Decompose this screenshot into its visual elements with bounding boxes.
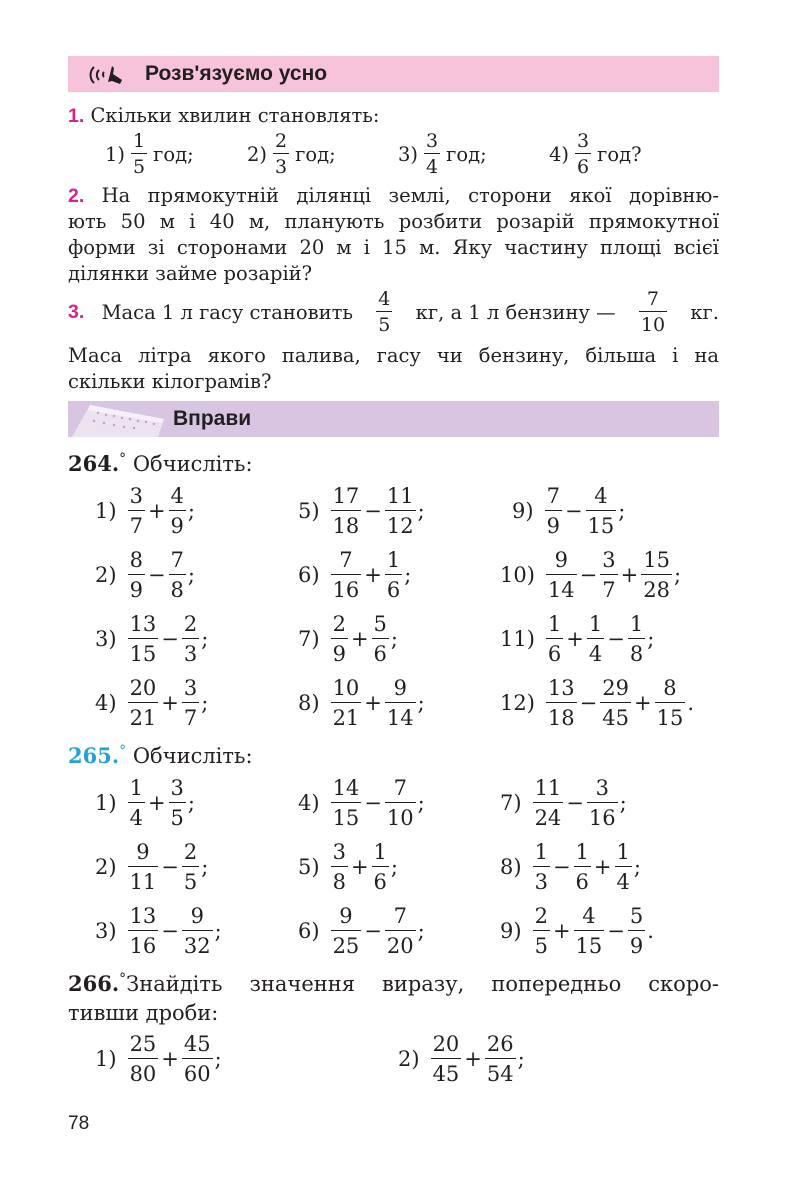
numerator: 9 (339, 904, 353, 928)
numerator: 20 (129, 676, 157, 700)
operator: − (564, 499, 583, 523)
fraction: 7 10 (640, 288, 666, 336)
denominator: 45 (600, 702, 631, 730)
numerator: 5 (373, 612, 387, 636)
numerator: 29 (602, 676, 629, 700)
numerator: 7 (170, 548, 184, 572)
exercise-number: 265. (68, 743, 120, 768)
fraction (600, 676, 631, 730)
oral-task-3-line-2: Маса літра якого палива, гасу чи бензину, більша і на (68, 344, 719, 367)
task-number: 2. (68, 185, 85, 207)
fraction (574, 904, 605, 958)
denominator: 21 (331, 702, 362, 730)
operator: − (364, 499, 382, 523)
exercise-item (298, 904, 425, 958)
numerator: 8 (129, 548, 143, 572)
fraction (546, 676, 577, 730)
numerator: 1 (629, 612, 644, 636)
operator: − (161, 627, 179, 651)
fraction: 2 3 (275, 130, 288, 178)
fraction (533, 840, 550, 894)
item-terminator: ; (187, 791, 195, 815)
numerator: 1 (129, 776, 143, 800)
fraction (128, 776, 145, 830)
numerator: 2 (183, 612, 198, 636)
fraction (385, 904, 416, 958)
denominator: 16 (128, 930, 159, 958)
exercise-266-heading-line-2: тивши дроби: (68, 1001, 219, 1025)
denominator: 10 (385, 802, 416, 830)
operator: + (620, 563, 639, 587)
numerator: 7 (393, 904, 407, 928)
numerator: 25 (129, 1032, 157, 1056)
numerator: 9 (393, 676, 407, 700)
denominator: 32 (182, 930, 213, 958)
item-terminator: ; (633, 855, 641, 879)
oral-task-2-line-2: ють 50 м і 40 м, планують розбити розарій прямокутної (68, 210, 719, 233)
exercise-item (95, 612, 208, 666)
exercise-266-heading: 266.°Знайдіть значення виразу, попередньо скоро- (68, 971, 719, 996)
item-label: 1) (95, 499, 117, 523)
denominator: 6 (372, 638, 389, 666)
numerator: 4 (582, 904, 596, 928)
fraction (655, 676, 686, 730)
denominator: 6 (574, 866, 591, 894)
exercise-item (298, 840, 398, 894)
numerator: 3 (602, 548, 616, 572)
numerator: 2 (332, 612, 346, 636)
numerator: 11 (534, 776, 562, 800)
item-label: 9) (500, 919, 522, 943)
operator: − (364, 791, 382, 815)
item-label: 5) (298, 855, 320, 879)
fraction (128, 484, 145, 538)
exercise-title: Обчисліть: (132, 452, 253, 476)
denominator: 14 (385, 702, 416, 730)
numerator: 11 (386, 484, 414, 508)
item-label: 4) (549, 142, 570, 166)
fraction: 1 5 (133, 130, 146, 178)
item-unit: год; (446, 142, 487, 166)
item-terminator: ; (214, 1047, 222, 1071)
oral-task-3-line-1: 3. Маса 1 л гасу становить 4 5 кг, а 1 л бензину — 7 10 кг. (68, 288, 719, 336)
operator: − (607, 919, 625, 943)
item-terminator: ; (673, 563, 682, 587)
operator: + (566, 627, 584, 651)
operator: − (161, 855, 179, 879)
exercise-item (298, 776, 425, 830)
fraction (587, 612, 604, 666)
item-label: 7) (500, 791, 522, 815)
fraction (128, 904, 159, 958)
fraction: 3 4 (426, 130, 439, 178)
exercise-265-heading (68, 743, 253, 769)
numerator: 1 (373, 840, 387, 864)
fraction (182, 612, 199, 666)
fraction (545, 484, 562, 538)
item-terminator: ; (214, 919, 222, 943)
numerator: 15 (643, 548, 670, 572)
numerator: 5 (629, 904, 644, 928)
item-label: 5) (298, 499, 320, 523)
item-terminator: ; (417, 499, 425, 523)
numerator: 7 (339, 548, 353, 572)
denominator: 9 (628, 930, 645, 958)
operator: + (464, 1047, 482, 1071)
fraction (331, 548, 362, 602)
fraction (533, 904, 550, 958)
fraction (169, 548, 186, 602)
fraction (385, 484, 416, 538)
fraction (385, 548, 402, 602)
fraction (331, 676, 362, 730)
item-label: 7) (298, 627, 320, 651)
fraction (628, 612, 645, 666)
numerator: 7 (546, 484, 560, 508)
denominator: 7 (182, 702, 199, 730)
operator: + (593, 855, 612, 879)
fraction (574, 840, 591, 894)
operator: + (161, 1047, 179, 1071)
numerator: 1 (588, 612, 603, 636)
item-terminator: ; (417, 919, 425, 943)
operator: + (161, 691, 179, 715)
denominator: 15 (331, 802, 362, 830)
oral-1-item-2 (247, 130, 336, 178)
fraction (533, 776, 564, 830)
fraction: 3 6 (577, 130, 590, 178)
fraction (331, 484, 362, 538)
operator: + (147, 791, 166, 815)
fraction (600, 548, 617, 602)
numerator: 3 (170, 776, 184, 800)
fraction (628, 904, 645, 958)
fraction (331, 904, 362, 958)
denominator: 4 (615, 866, 632, 894)
fraction (385, 676, 416, 730)
denominator: 8 (331, 866, 348, 894)
denominator: 9 (169, 510, 186, 538)
denominator: 7 (128, 510, 145, 538)
operator: + (552, 919, 571, 943)
fraction: 4 5 (378, 288, 391, 336)
fraction (431, 1032, 462, 1086)
item-terminator: ; (187, 499, 195, 523)
fraction (372, 612, 389, 666)
item-terminator: ; (390, 627, 398, 651)
exercises-section-header (68, 401, 719, 437)
denominator: 16 (587, 802, 618, 830)
denominator: 6 (372, 866, 389, 894)
denominator: 24 (533, 802, 564, 830)
difficulty-mark: ° (119, 743, 127, 759)
denominator: 14 (546, 574, 577, 602)
numerator: 3 (183, 676, 198, 700)
fraction (331, 840, 348, 894)
item-label: 4) (298, 791, 320, 815)
numerator: 1 (534, 840, 548, 864)
item-label: 3) (398, 142, 419, 166)
item-terminator: ; (647, 627, 655, 651)
numerator: 13 (129, 904, 157, 928)
exercise-item (95, 676, 208, 730)
fraction (128, 1032, 159, 1086)
denominator: 9 (545, 510, 562, 538)
denominator: 21 (128, 702, 159, 730)
exercise-item (500, 612, 654, 666)
denominator: 6 (385, 574, 402, 602)
fraction (128, 676, 159, 730)
numerator: 3 (332, 840, 346, 864)
item-terminator: ; (619, 791, 627, 815)
item-label: 3) (95, 627, 117, 651)
task-number: 1. (68, 105, 85, 127)
fraction (331, 612, 348, 666)
exercise-title: Обчисліть: (132, 744, 253, 768)
item-label: 9) (512, 499, 534, 523)
item-label: 12) (500, 691, 535, 715)
exercise-264-heading (68, 451, 253, 477)
operator: − (607, 627, 625, 651)
denominator: 80 (128, 1058, 159, 1086)
item-label: 2) (95, 855, 117, 879)
item-terminator: . (687, 691, 695, 715)
operator: + (364, 563, 382, 587)
item-label: 1) (95, 791, 117, 815)
denominator: 8 (169, 574, 186, 602)
numerator: 13 (129, 612, 157, 636)
item-terminator: ; (390, 855, 398, 879)
denominator: 20 (385, 930, 416, 958)
exercise-item (500, 776, 627, 830)
exercise-item (500, 548, 681, 602)
denominator: 8 (628, 638, 645, 666)
numerator: 1 (547, 612, 562, 636)
difficulty-mark: ° (119, 971, 127, 987)
denominator: 45 (431, 1058, 462, 1086)
exercise-number: 264. (68, 451, 120, 476)
fraction (331, 776, 362, 830)
numerator: 4 (170, 484, 184, 508)
denominator: 5 (533, 930, 550, 958)
exercise-item (512, 484, 625, 538)
oral-task-2-line-3: форми зі сторонами 20 м і 15 м. Яку частину площі всієї (68, 236, 719, 259)
numerator: 7 (393, 776, 407, 800)
fraction (182, 676, 199, 730)
denominator: 15 (586, 510, 617, 538)
fraction (385, 776, 416, 830)
denominator: 15 (574, 930, 605, 958)
fraction (182, 1032, 213, 1086)
denominator: 54 (485, 1058, 516, 1086)
denominator: 60 (182, 1058, 213, 1086)
fraction (615, 840, 632, 894)
item-terminator: ; (404, 563, 412, 587)
denominator: 5 (169, 802, 186, 830)
item-terminator: . (647, 919, 654, 943)
fraction (128, 840, 159, 894)
numerator: 9 (136, 840, 150, 864)
denominator: 9 (331, 638, 348, 666)
operator: − (579, 691, 598, 715)
denominator: 25 (331, 930, 362, 958)
denominator: 11 (128, 866, 159, 894)
numerator: 8 (663, 676, 677, 700)
numerator: 20 (432, 1032, 460, 1056)
item-label: 3) (95, 919, 117, 943)
fraction (169, 776, 186, 830)
denominator: 16 (331, 574, 362, 602)
item-label: 1) (95, 1047, 117, 1071)
pencil-ruler-icon (68, 401, 164, 441)
fraction (169, 484, 186, 538)
item-label: 1) (105, 142, 126, 166)
item-label: 2) (247, 142, 268, 166)
oral-section-header (68, 56, 719, 92)
operator: − (579, 563, 598, 587)
item-label: 2) (95, 563, 117, 587)
denominator: 18 (546, 702, 577, 730)
page-number: 78 (68, 1113, 90, 1134)
numerator: 9 (190, 904, 204, 928)
ear-sound-icon (88, 62, 124, 92)
numerator: 14 (332, 776, 360, 800)
numerator: 1 (386, 548, 401, 572)
operator: + (634, 691, 652, 715)
numerator: 4 (594, 484, 608, 508)
operator: + (350, 627, 369, 651)
exercise-item (95, 776, 195, 830)
item-label: 11) (500, 627, 535, 651)
denominator: 6 (546, 638, 563, 666)
item-unit: год; (153, 142, 194, 166)
exercise-item (500, 676, 694, 730)
oral-task-3-line-3: скільки кілограмів? (68, 370, 272, 393)
numerator: 3 (595, 776, 609, 800)
fraction (586, 484, 617, 538)
denominator: 12 (385, 510, 416, 538)
operator: − (161, 919, 179, 943)
denominator: 18 (331, 510, 362, 538)
item-label: 8) (500, 855, 522, 879)
item-label: 6) (298, 919, 320, 943)
numerator: 17 (332, 484, 360, 508)
exercise-item (298, 484, 425, 538)
task-text: Скільки хвилин становлять: (90, 104, 380, 127)
item-terminator: ; (187, 563, 195, 587)
numerator: 2 (183, 840, 198, 864)
exercise-item (95, 1032, 222, 1086)
exercise-item (298, 612, 398, 666)
numerator: 45 (183, 1032, 211, 1056)
numerator: 9 (554, 548, 568, 572)
item-terminator: ; (201, 627, 209, 651)
item-label: 10) (500, 563, 535, 587)
denominator: 9 (128, 574, 145, 602)
oral-task-2-line-1: 2. На прямокутній ділянці землі, сторони якої дорівню- (68, 184, 719, 207)
operator: + (350, 855, 369, 879)
fraction (546, 612, 563, 666)
exercise-item (500, 840, 641, 894)
item-label: 6) (298, 563, 320, 587)
denominator: 28 (641, 574, 672, 602)
item-unit: год; (295, 142, 336, 166)
fraction (128, 612, 159, 666)
item-terminator: ; (618, 499, 626, 523)
operator: + (364, 691, 382, 715)
oral-1-item-4 (549, 130, 642, 178)
operator: + (147, 499, 166, 523)
exercises-section-title: Вправи (173, 407, 252, 430)
operator: − (364, 919, 382, 943)
oral-task-2-line-4: ділянки займе розарій? (68, 262, 313, 285)
oral-1-item-3 (398, 130, 487, 178)
fraction (641, 548, 672, 602)
operator: − (147, 563, 166, 587)
exercise-item (298, 548, 411, 602)
item-terminator: ; (417, 791, 425, 815)
denominator: 3 (182, 638, 199, 666)
item-label: 8) (298, 691, 320, 715)
item-unit: год? (597, 142, 642, 166)
fraction (128, 548, 145, 602)
fraction (546, 548, 577, 602)
numerator: 1 (616, 840, 630, 864)
exercise-item (95, 484, 195, 538)
task-number: 3. (68, 300, 85, 323)
fraction (182, 840, 199, 894)
exercise-number: 266. (68, 971, 120, 996)
numerator: 26 (486, 1032, 514, 1056)
denominator: 4 (128, 802, 145, 830)
item-label: 4) (95, 691, 117, 715)
exercise-item (95, 548, 195, 602)
numerator: 10 (332, 676, 360, 700)
exercise-item (95, 840, 208, 894)
item-terminator: ; (417, 691, 425, 715)
denominator: 7 (600, 574, 617, 602)
exercise-item (95, 904, 222, 958)
denominator: 15 (128, 638, 159, 666)
denominator: 15 (655, 702, 686, 730)
operator: − (552, 855, 571, 879)
denominator: 3 (533, 866, 550, 894)
denominator: 5 (182, 866, 199, 894)
exercise-item (398, 1032, 525, 1086)
numerator: 13 (547, 676, 575, 700)
numerator: 3 (129, 484, 143, 508)
item-terminator: ; (201, 855, 209, 879)
operator: − (566, 791, 584, 815)
fraction (372, 840, 389, 894)
item-label: 2) (398, 1047, 420, 1071)
item-terminator: ; (201, 691, 209, 715)
numerator: 2 (534, 904, 548, 928)
fraction (182, 904, 213, 958)
denominator: 4 (587, 638, 604, 666)
oral-1-item-1 (105, 130, 194, 178)
fraction (485, 1032, 516, 1086)
exercise-item (500, 904, 654, 958)
oral-task-1 (68, 103, 379, 129)
item-terminator: ; (517, 1047, 525, 1071)
fraction (587, 776, 618, 830)
oral-section-title: Розв'язуємо усно (145, 62, 328, 85)
numerator: 1 (575, 840, 589, 864)
exercise-item (298, 676, 425, 730)
difficulty-mark: ° (119, 451, 127, 467)
